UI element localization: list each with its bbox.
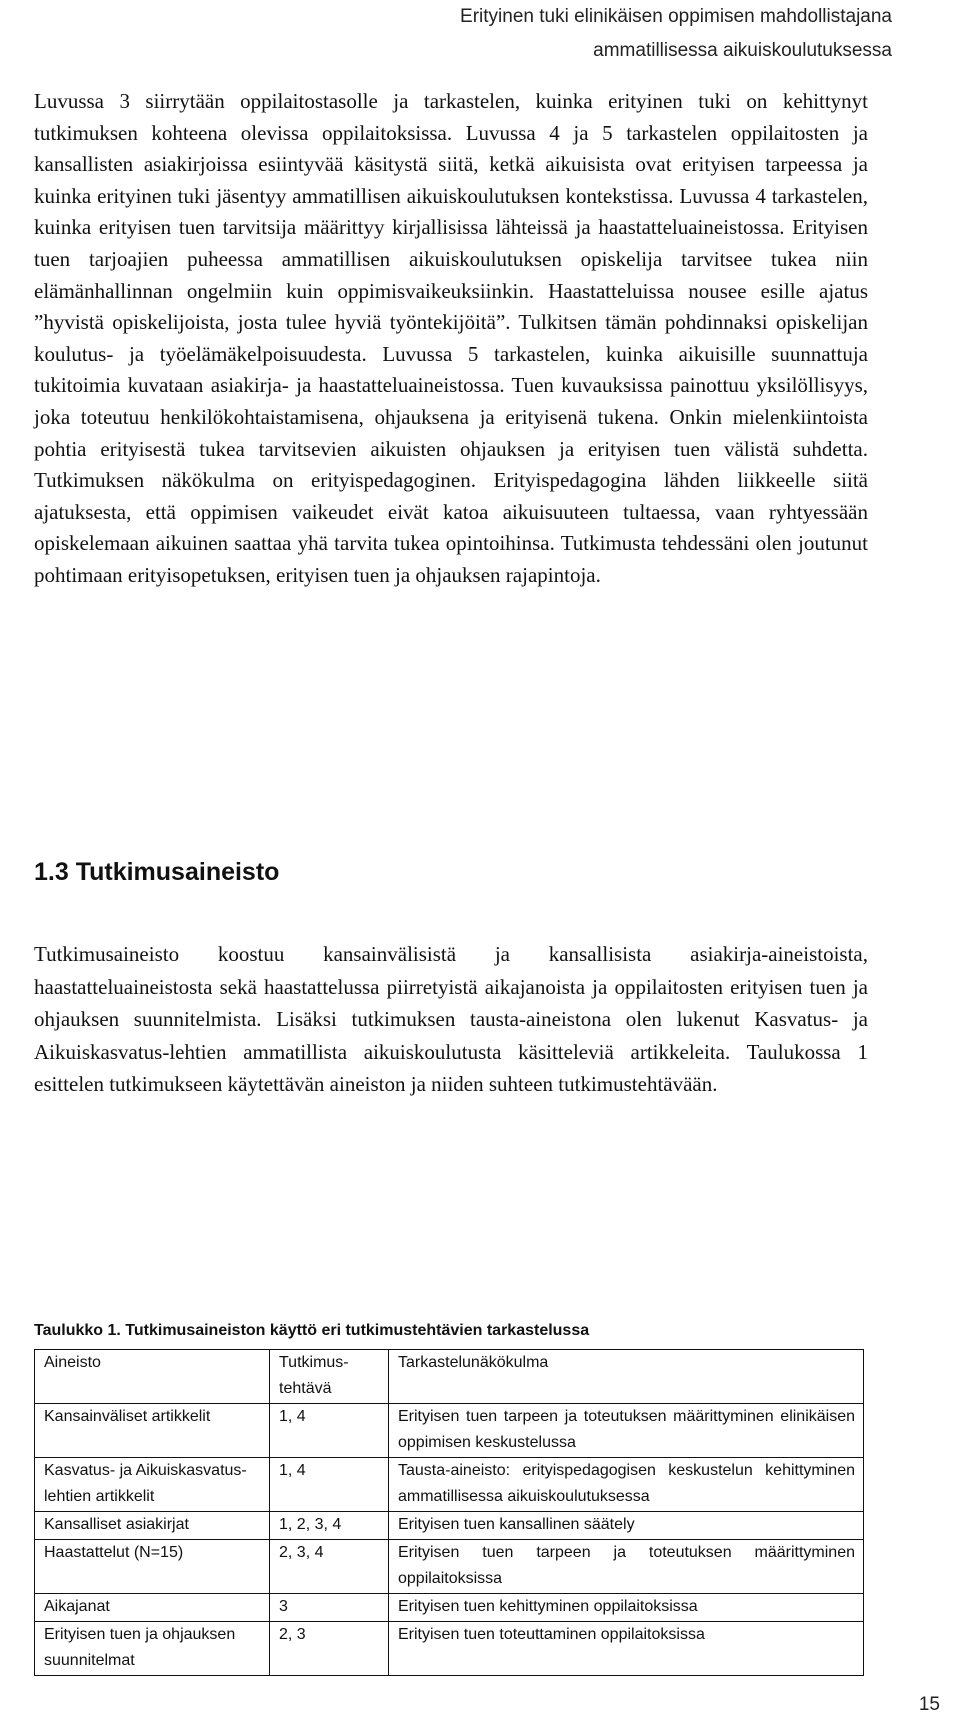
table-cell-material: Aikajanat (35, 1594, 270, 1622)
table-cell-material: Kansainväliset artikkelit (35, 1404, 270, 1458)
intro-paragraph: Luvussa 3 siirrytään oppilaitostasolle ja tarkastelen, kuinka erityinen tuki on kehittynyt tutkimuksen kohteena olevissa oppilaitoksissa. Luvussa 4 ja 5 tarkastelen oppilaitosten ja kansallisten asiakirjoissa esiintyvää käsitystä siitä, ketkä aikuisista ovat erityisen tarpeessa ja kuinka erityinen tuki jäsentyy ammatillisen aikuiskoulutuksen kontekstissa. Luvussa 4 tarkastelen, kuinka erityisen tuen tarvitsija määrittyy kirjallisissa lähteissä ja haastatteluaineistossa. Erityisen tuen tarjoajien puheessa ammatillisen aikuiskoulutuksen opiskelija tarvitsee tukea niin elämänhallinnan ongelmiin kuin oppimisvaikeuksiinkin. Haastatteluissa nousee esille ajatus ”hyvistä opiskelijoista, josta tulee hyviä työntekijöitä”. Tulkitsen tämän pohdinnaksi opiskelijan koulutus- ja työelämäkelpoisuudesta. Luvussa 5 tarkastelen, kuinka aikuisille suunnattuja tukitoimia kuvataan asiakirja- ja haastatteluaineistossa. Tuen kuvauksissa painottuu yksilöllisyys, joka toteutuu henkilökohtaistamisena, ohjauksena ja erityisenä tukena. Onkin mielenkiintoista pohtia erityisestä tukea tarvitsevien aikuisten ohjauksen ja erityisen tuen välistä suhdetta. Tutkimuksen näkökulma on erityispedagoginen. Erityispedagogina lähden liikkeelle siitä ajatuksesta, että oppimisen vaikeudet eivät katoa aikuisuuteen tultaessa, vaan ryhtyessään opiskelemaan aikuinen saattaa yhä tarvita tukea opintoihinsa. Tutkimusta tehdessäni olen joutunut pohtimaan erityisopetuksen, erityisen tuen ja ohjauksen rajapintoja. (34, 89, 868, 587)
table-row (35, 1512, 864, 1540)
table-header-row (35, 1350, 864, 1404)
materials-table (34, 1349, 864, 1676)
table-cell-perspective: Erityisen tuen kehittyminen oppilaitoksissa (389, 1594, 864, 1622)
table-cell-perspective: Erityisen tuen tarpeen ja toteutuksen määrittyminen elinikäisen oppimisen keskustelussa (389, 1404, 864, 1458)
table-row (35, 1594, 864, 1622)
material-paragraph: Tutkimusaineisto koostuu kansainvälisistä ja kansallisista asiakirja-aineistoista, haastatteluaineistosta sekä haastattelussa piirretyistä aikajanoista ja oppilaitosten erityisen tuen ja ohjauksen suunnitelmista. Lisäksi tutkimuksen tausta-aineistona olen lukenut Kasvatus- ja Aikuiskasvatus-lehtien ammatillista aikuiskoulutusta käsitteleviä artikkeleita. Taulukossa 1 esittelen tutkimukseen käytettävän aineiston ja niiden suhteen tutkimustehtävään. (34, 942, 868, 1096)
table-cell-task: 3 (270, 1594, 389, 1622)
header-cell-tutkimustehtava: Tutkimus-tehtävä (270, 1350, 389, 1404)
table-cell-material: Erityisen tuen ja ohjauksen suunnitelmat (35, 1622, 270, 1676)
table-cell-task: 1, 4 (270, 1404, 389, 1458)
table-row (35, 1540, 864, 1594)
table-row (35, 1622, 864, 1676)
running-header (460, 0, 892, 68)
table-cell-task: 1, 2, 3, 4 (270, 1512, 389, 1540)
table-cell-material: Kansalliset asiakirjat (35, 1512, 270, 1540)
table-caption: Taulukko 1. Tutkimusaineiston käyttö eri tutkimustehtävien tarkastelussa (34, 1322, 590, 1339)
table-cell-material: Haastattelut (N=15) (35, 1540, 270, 1594)
table-cell-task: 1, 4 (270, 1458, 389, 1512)
table-cell-perspective: Erityisen tuen tarpeen ja toteutuksen määrittyminen oppilaitoksissa (389, 1540, 864, 1594)
section-heading: 1.3 Tutkimusaineisto (34, 858, 280, 886)
page-number: 15 (918, 1694, 940, 1715)
table-cell-perspective: Erityisen tuen toteuttaminen oppilaitoksissa (389, 1622, 864, 1676)
table-cell-perspective: Tausta-aineisto: erityispedagogisen keskustelun kehittyminen ammatillisessa aikuiskoulutuksessa (389, 1458, 864, 1512)
running-header-line-2: ammatillisessa aikuiskoulutuksessa (593, 40, 892, 61)
table-row (35, 1404, 864, 1458)
table-cell-perspective: Erityisen tuen kansallinen säätely (389, 1512, 864, 1540)
table-cell-task: 2, 3 (270, 1622, 389, 1676)
running-header-line-1: Erityinen tuki elinikäisen oppimisen mahdollistajana (460, 6, 892, 27)
table-cell-task: 2, 3, 4 (270, 1540, 389, 1594)
table-cell-material: Kasvatus- ja Aikuiskasvatus-lehtien artikkelit (35, 1458, 270, 1512)
header-cell-tarkastelunakokulma: Tarkastelunäkökulma (389, 1350, 864, 1404)
table-row (35, 1458, 864, 1512)
header-cell-aineisto: Aineisto (35, 1350, 270, 1404)
